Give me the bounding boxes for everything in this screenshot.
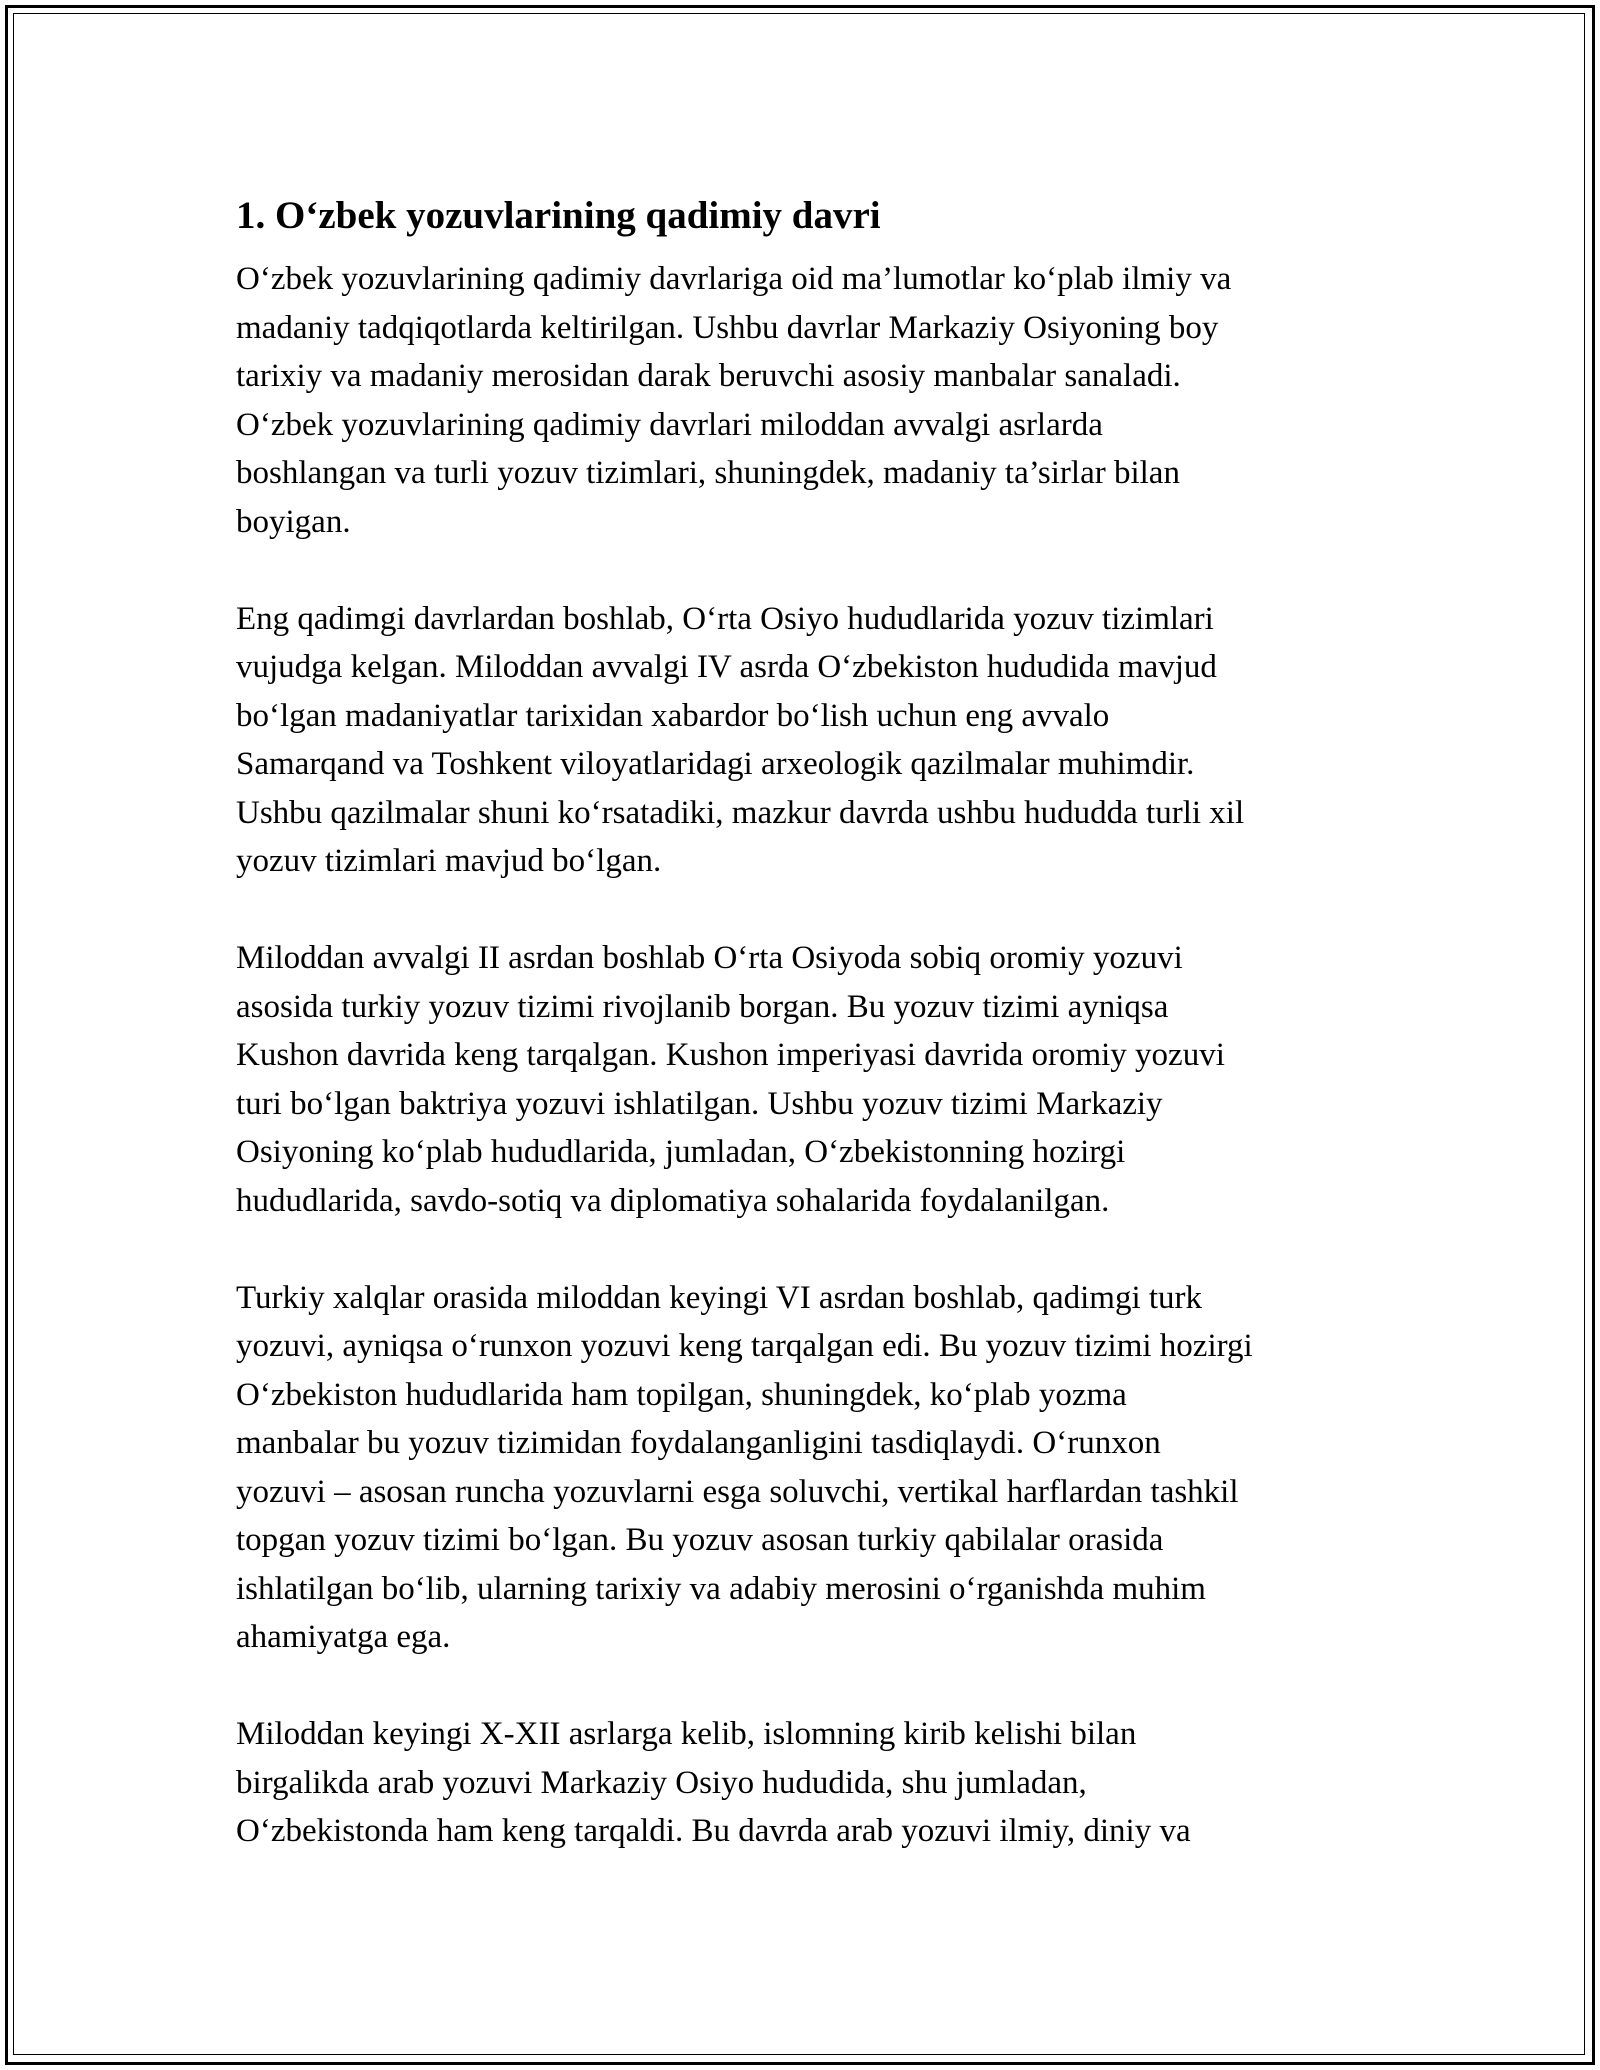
paragraph-3: Miloddan avvalgi II asrdan boshlab O‘rta Osiyoda sobiq oromiy yozuvi asosida turkiy yozuv tizimi rivojlanib borgan. Bu yozuv tizimi ayniqsa Kushon davrida keng tarqalgan. Kushon imperiyasi davrida oromiy yozuvi turi bo‘lgan baktriya yozuvi ishlatilgan. Ushbu yozuv tizimi Markaziy Osiyoning ko‘plab hududlarida, jumladan, O‘zbekistonning hozirgi hududlarida, savdo-sotiq va diplomatiya sohalarida foydalanilgan. <box>236 940 1225 1219</box>
section-heading: 1. O‘zbek yozuvlarining qadimiy davri <box>236 194 881 237</box>
paragraph-5: Miloddan keyingi X-XII asrlarga kelib, islomning kirib kelishi bilan birgalikda arab yozuvi Markaziy Osiyo hududida, shu jumladan, O‘zbekistonda ham keng tarqaldi. Bu davrda arab yozuvi ilmiy, diniy va <box>236 1716 1191 1849</box>
paragraph-4: Turkiy xalqlar orasida miloddan keyingi VI asrdan boshlab, qadimgi turk yozuvi, ayniqsa o‘runxon yozuvi keng tarqalgan edi. Bu yozuv tizimi hozirgi O‘zbekiston hududlarida ham topilgan, shuningdek, ko‘plab yozma manbalar bu yozuv tizimidan foydalanganligini tasdiqlaydi. O‘runxon yozuvi – asosan runcha yozuvlarni esga soluvchi, vertikal harflardan tashkil topgan yozuv tizimi bo‘lgan. Bu yozuv asosan turkiy qabilalar orasida ishlatilgan bo‘lib, ularning tarixiy va adabiy merosini o‘rganishda muhim ahamiyatga ega. <box>236 1279 1253 1655</box>
paragraph-2: Eng qadimgi davrlardan boshlab, O‘rta Osiyo hududlarida yozuv tizimlari vujudga kelgan. Miloddan avvalgi IV asrda O‘zbekiston hududida mavjud bo‘lgan madaniyatlar tarixidan xabardor bo‘lish uchun eng avvalo Samarqand va Toshkent viloyatlaridagi arxeologik qazilmalar muhimdir. Ushbu qazilmalar shuni ko‘rsatadiki, mazkur davrda ushbu hududda turli xil yozuv tizimlari mavjud bo‘lgan. <box>236 600 1245 879</box>
paragraph-1: O‘zbek yozuvlarining qadimiy davrlariga oid ma’lumotlar ko‘plab ilmiy va madaniy tadqiqotlarda keltirilgan. Ushbu davrlar Markaziy Osiyoning boy tarixiy va madaniy merosidan darak beruvchi asosiy manbalar sanaladi. O‘zbek yozuvlarining qadimiy davrlari miloddan avvalgi asrlarda boshlangan va turli yozuv tizimlari, shuningdek, madaniy ta’sirlar bilan boyigan. <box>236 261 1232 540</box>
document-body <box>236 188 1386 1904</box>
